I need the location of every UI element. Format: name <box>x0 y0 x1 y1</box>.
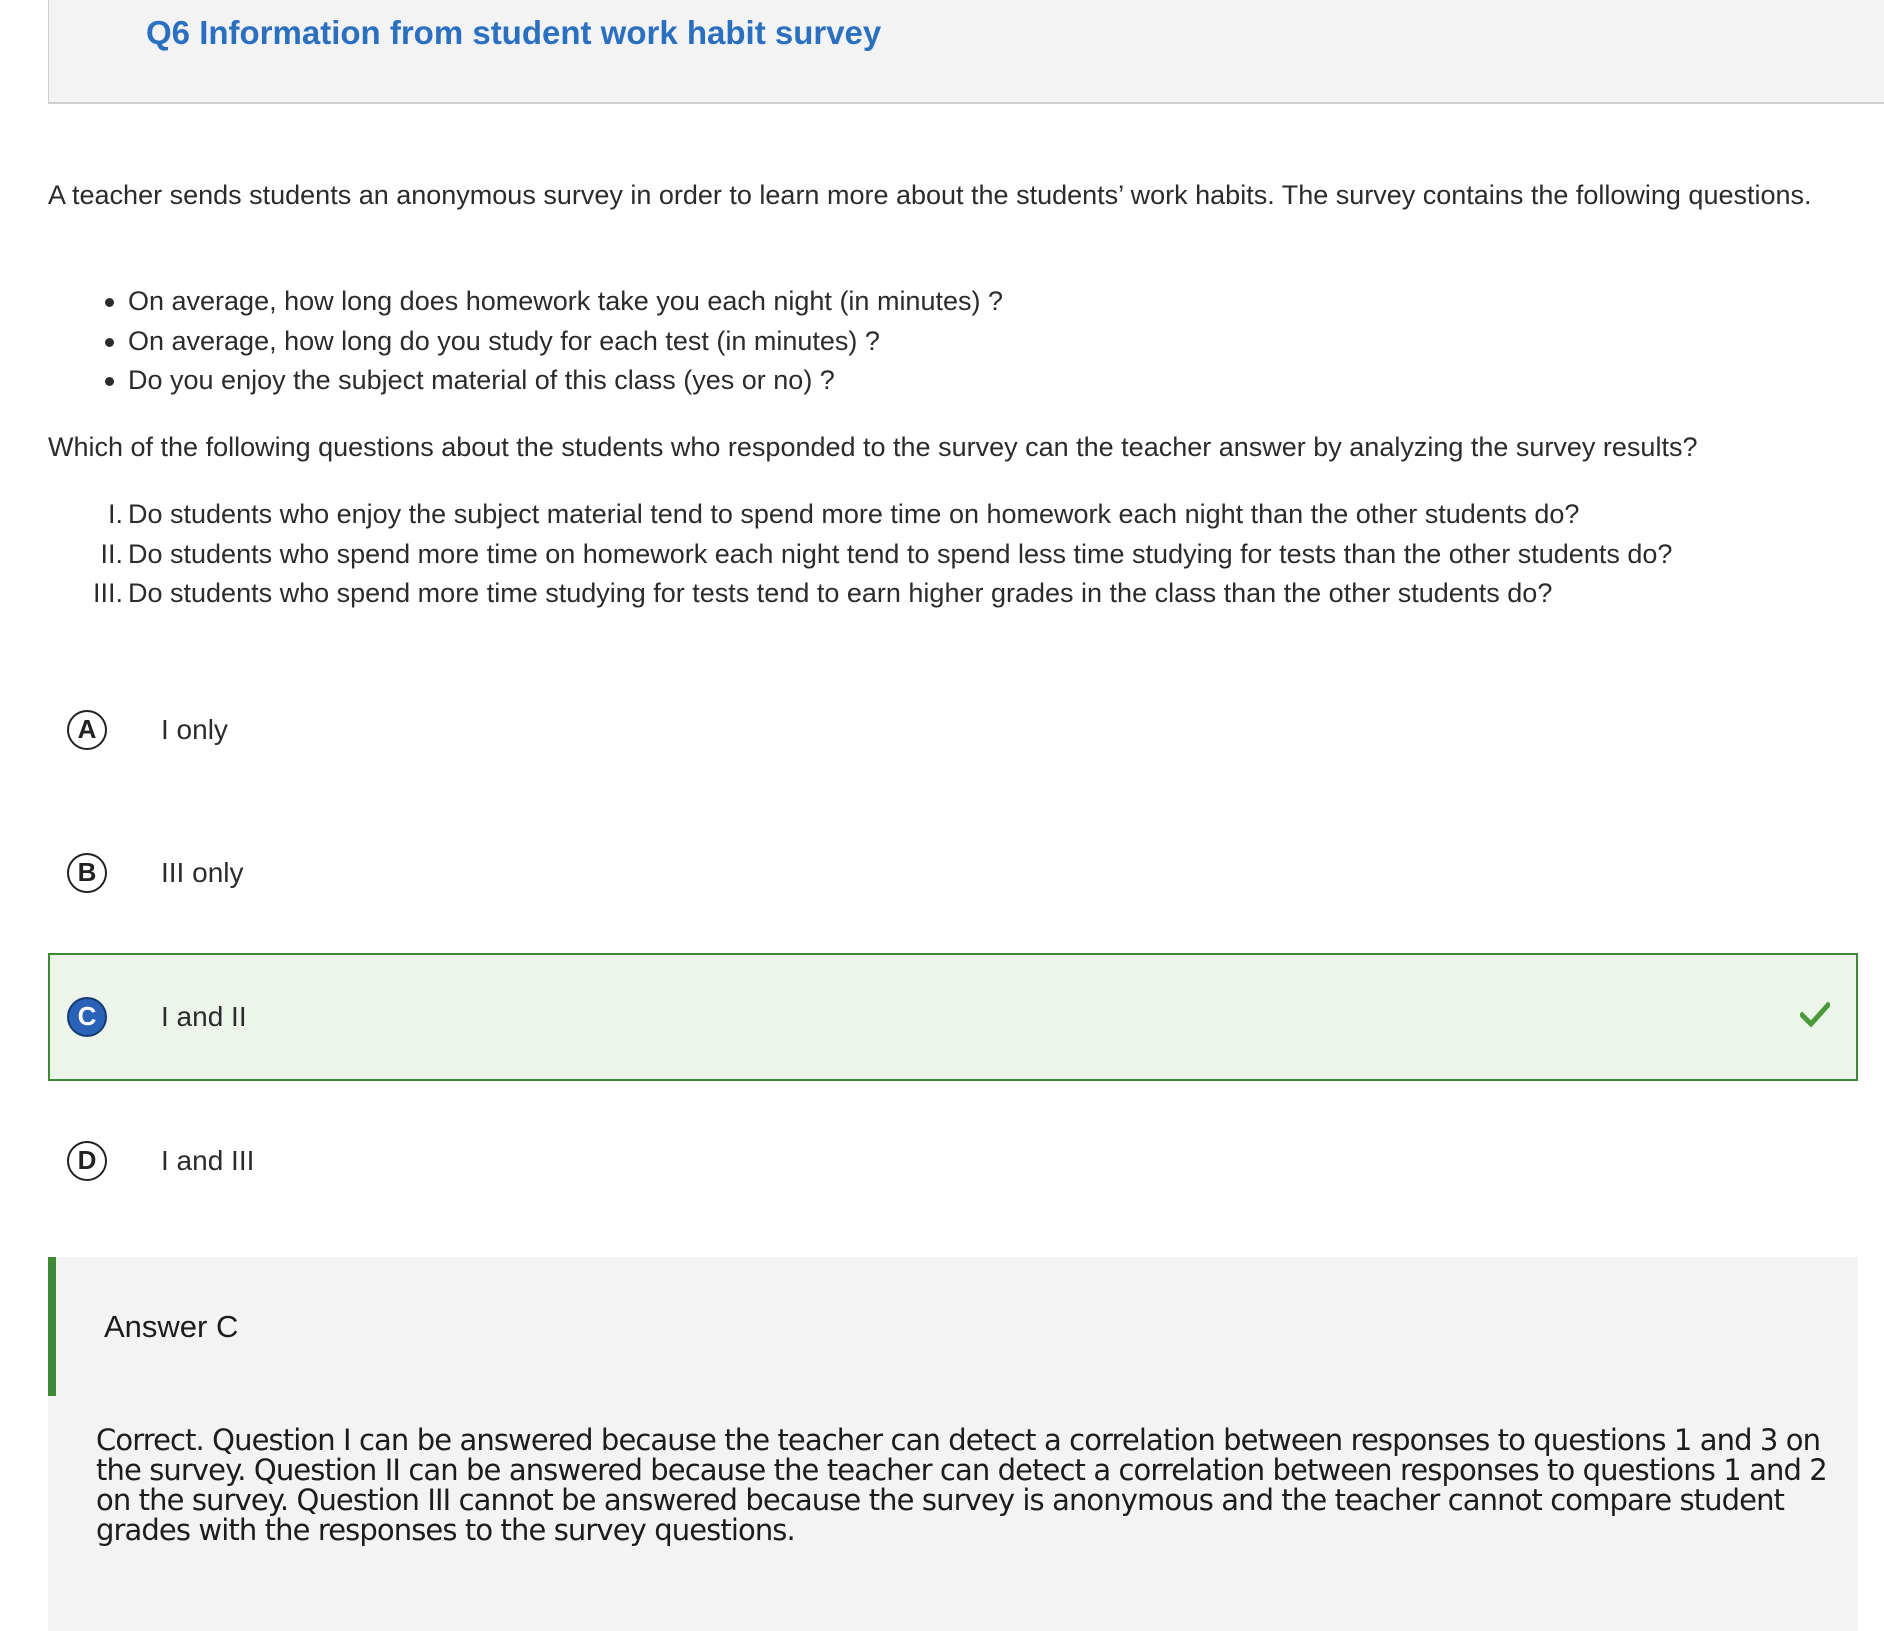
statement-list <box>48 495 1868 614</box>
statement-item <box>48 495 1868 535</box>
statement-item <box>48 535 1868 575</box>
statement-text: Do students who spend more time on homework each night tend to spend less time studying for tests than the other students do? <box>128 538 1673 569</box>
survey-question-list <box>48 282 1828 401</box>
option-letter-badge: D <box>67 1141 107 1181</box>
statement-text: Do students who spend more time studying for tests tend to earn higher grades in the class than the other students do? <box>128 578 1553 608</box>
option-a[interactable] <box>48 666 1858 794</box>
statement-number: I. <box>107 499 123 529</box>
option-letter-badge: B <box>67 853 107 893</box>
option-d[interactable] <box>48 1097 1858 1225</box>
question-title: Q6 Information from student work habit survey <box>146 14 882 51</box>
survey-question: On average, how long do you study for each test (in minutes) ? <box>48 322 1828 362</box>
statement-item <box>48 574 1868 614</box>
answer-explanation-panel <box>48 1257 1858 1631</box>
option-letter-badge: A <box>67 710 107 750</box>
option-text: I only <box>161 714 228 745</box>
option-c[interactable] <box>48 953 1858 1081</box>
question-stem: A teacher sends students an anonymous survey in order to learn more about the students’ work habits. The survey contains the following questions. <box>48 180 1812 210</box>
statement-text: Do students who enjoy the subject material tend to spend more time on homework each night than the other students do? <box>128 499 1580 529</box>
option-letter-badge: C <box>67 997 107 1037</box>
option-text: I and III <box>161 1145 255 1176</box>
option-text: III only <box>161 857 244 888</box>
question-prompt: Which of the following questions about the students who responded to the survey can the teacher answer by analyzing the survey results? <box>48 432 1698 462</box>
survey-question: On average, how long does homework take you each night (in minutes) ? <box>48 282 1828 322</box>
statement-number: II. <box>100 538 123 569</box>
question-header <box>48 0 1884 104</box>
explanation-accent-bar <box>48 1257 56 1396</box>
statement-number: III. <box>92 578 123 608</box>
survey-question: Do you enjoy the subject material of this class (yes or no) ? <box>48 361 1828 401</box>
answer-title: Answer C <box>104 1309 239 1344</box>
option-b[interactable] <box>48 809 1858 937</box>
option-text: I and II <box>161 1001 247 1032</box>
check-icon <box>1800 1001 1830 1027</box>
answer-explanation-text: Correct. Question I can be answered because the teacher can detect a correlation between responses to questions 1 and 3 on the survey. Question II can be answered because the teacher can detect a correlation between responses to questions 1 and 2 on the survey. Question III cannot be answered because the survey is anonymous and the teacher cannot compare student grades with the responses to the survey questions. <box>96 1423 1827 1547</box>
